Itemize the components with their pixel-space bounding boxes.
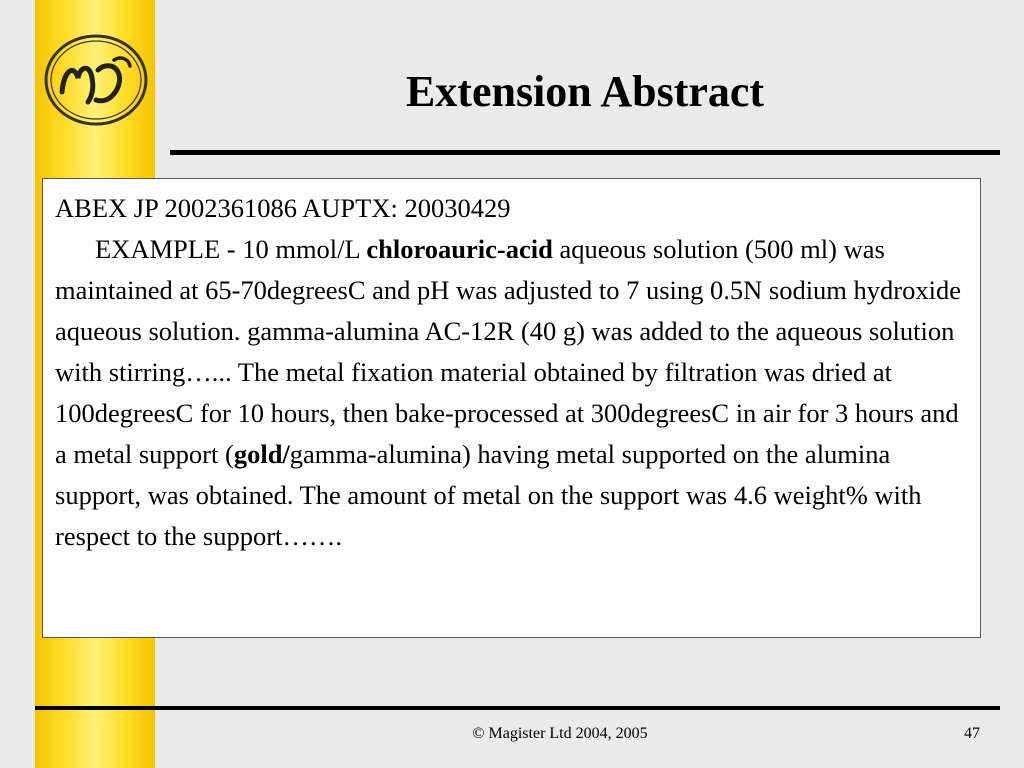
highlight-gold: gold/ (233, 439, 290, 469)
title-divider (170, 150, 1000, 155)
abstract-segment-3: gamma-alumina) having metal supported on the alumina support, was obtained. The amount of metal on the support was 4.6 weight% with respect to the support……. (55, 439, 922, 551)
page-number: 47 (964, 725, 980, 742)
abstract-segment-2: aqueous solution (500 ml) was maintained at 65-70degreesC and pH was adjusted to 7 using 0.5N sodium hydroxide aqueous solution. gamma-alumina AC-12R (40 g) was added to the aqueous solution with stirring…... The metal fixation material obtained by filtration was dried at 100degreesC for 10 hours, then bake-processed at 300degreesC in air for 3 hours and a metal support ( (55, 234, 961, 469)
footer-divider (35, 706, 1000, 710)
abstract-segment-1: EXAMPLE - 10 mmol/L (95, 234, 367, 264)
footer-copyright: © Magister Ltd 2004, 2005 (472, 725, 648, 742)
highlight-chloroauric-acid: chloroauric-acid (366, 234, 553, 264)
slide-title: Extension Abstract (405, 67, 765, 116)
magister-logo-icon (38, 30, 154, 130)
abstract-body (55, 229, 968, 557)
abstract-header: ABEX JP 2002361086 AUPTX: 20030429 (55, 193, 511, 223)
abstract-text-box (42, 178, 981, 638)
